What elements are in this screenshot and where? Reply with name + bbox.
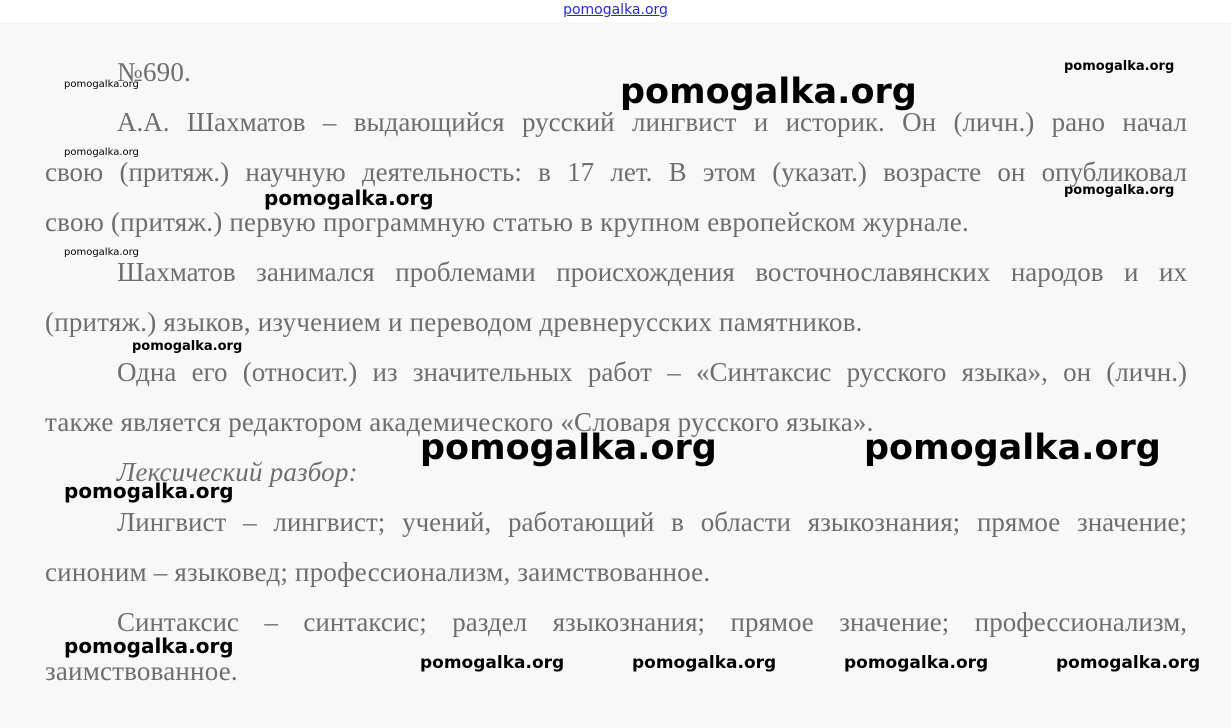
watermark: pomogalka.org (132, 339, 243, 354)
watermark: pomogalka.org (64, 634, 234, 658)
text-line-7: также является редактором академического «Словаря русского языка». (45, 407, 874, 437)
text-line-4: Шахматов занимался проблемами происхождения восточнославянских народов и их (117, 257, 1187, 287)
text-line-2: свою (притяж.) научную деятельность: в 17 лет. В этом (указат.) возрасте он опубликовал (45, 157, 1187, 187)
text-line-10: синоним – языковед; профессионализм, заимствованное. (45, 557, 711, 587)
watermark: pomogalka.org (64, 479, 234, 503)
text-line-11: Синтаксис – синтаксис; раздел языкознания; прямое значение; профессионализм, (117, 607, 1187, 637)
text-line-1: А.А. Шахматов – выдающийся русский лингвист и историк. Он (личн.) рано начал (117, 107, 1187, 137)
text-line-6: Одна его (относит.) из значительных работ – «Синтаксис русского языка», он (личн.) (117, 357, 1187, 387)
text-line-12: заимствованное. (45, 656, 238, 686)
watermark: pomogalka.org (632, 653, 777, 673)
watermark: pomogalka.org (64, 247, 139, 258)
watermark: pomogalka.org (64, 79, 139, 90)
watermark: pomogalka.org (864, 428, 1161, 468)
text-line-5: (притяж.) языков, изучением и переводом древнерусских памятников. (45, 307, 863, 337)
watermark: pomogalka.org (1064, 59, 1175, 74)
watermark: pomogalka.org (1064, 183, 1175, 198)
watermark: pomogalka.org (620, 72, 917, 112)
document-page (0, 22, 1231, 728)
watermark: pomogalka.org (1056, 653, 1201, 673)
text-line-3: свою (притяж.) первую программную статью в крупном европейском журнале. (45, 207, 969, 237)
watermark: pomogalka.org (64, 147, 139, 158)
watermark: pomogalka.org (420, 653, 565, 673)
watermark: pomogalka.org (420, 428, 717, 468)
lexical-analysis-heading: Лексический разбор: (117, 457, 358, 487)
site-link[interactable]: pomogalka.org (563, 2, 668, 18)
watermark: pomogalka.org (264, 186, 434, 210)
text-line-9: Лингвист – лингвист; учений, работающий в области языкознания; прямое значение; (117, 507, 1187, 537)
watermark: pomogalka.org (844, 653, 989, 673)
task-number: №690. (117, 57, 192, 87)
